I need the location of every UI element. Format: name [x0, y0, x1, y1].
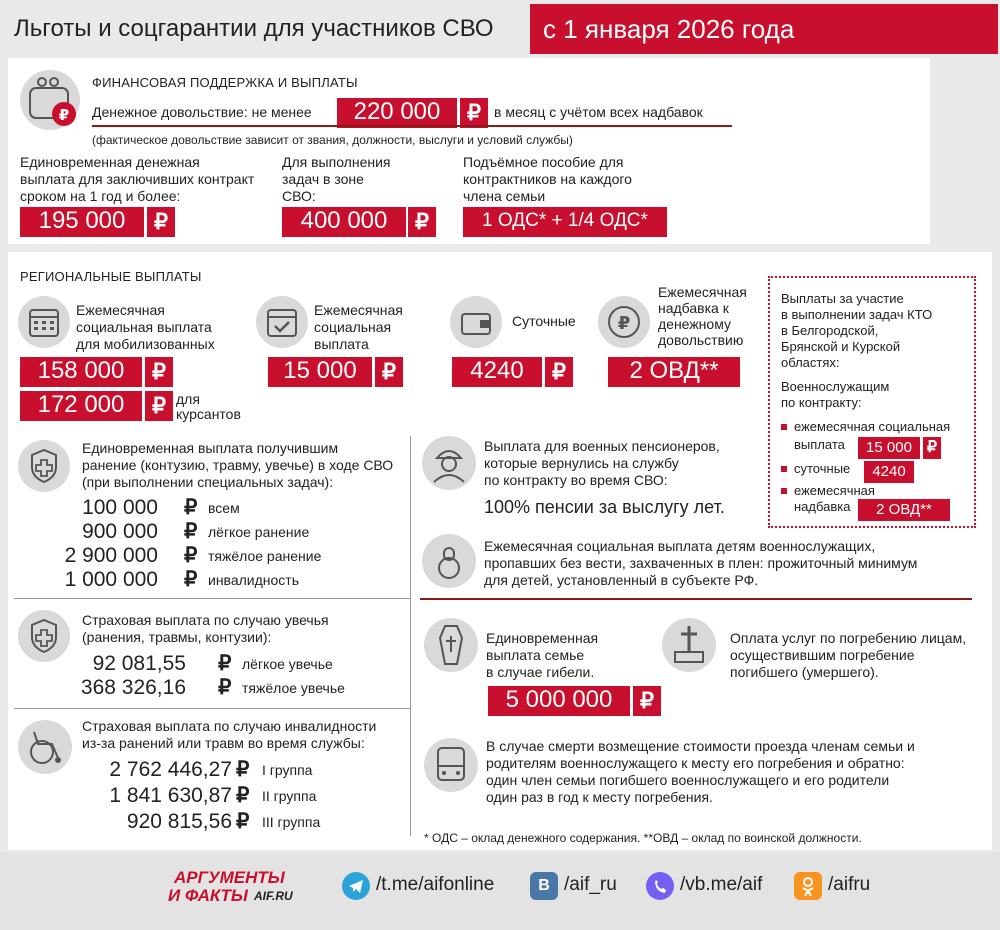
allowance-note: (фактическое довольствие зависит от звания, должности, выслуги и условий службы) — [92, 133, 573, 147]
death-label-2: выплата семье — [486, 647, 585, 663]
kto-item1-label-1: ежемесячная социальная — [794, 419, 951, 434]
injury-row-value: 2 900 000 — [64, 544, 158, 567]
lump-sum-label-2: выплата для заключивших контракт — [20, 171, 255, 187]
injury-label-2: ранение (контузию, травму, увечье) в ходе СВО — [82, 457, 394, 473]
kto-item1-ruble: ₽ — [923, 437, 941, 459]
insurance-row-value: 92 081,55 — [92, 652, 186, 675]
kto-bullet-2 — [781, 466, 787, 472]
disability-label-1: Страховая выплата по случаю инвалидности — [82, 718, 377, 734]
daily-label: Суточные — [512, 313, 576, 329]
grave-cross-icon — [662, 618, 716, 672]
bus-icon — [424, 738, 478, 792]
children-label-1: Ежемесячная социальная выплата детям военнослужащих, — [484, 538, 876, 554]
injury-row-desc: лёгкое ранение — [208, 524, 310, 540]
mobilized-ruble: ₽ — [145, 357, 173, 387]
lift-label-2: контрактников на каждого — [463, 171, 632, 187]
travel-label-2: родителям военнослужащего к месту его погребения и обратно: — [486, 755, 905, 771]
logo-site: AIF.RU — [254, 889, 293, 903]
insurance-row-desc: лёгкое увечье — [242, 656, 333, 672]
bonus-value: 2 ОВД** — [608, 357, 740, 387]
calendar-check-icon — [256, 296, 308, 348]
wallet-icon — [20, 70, 80, 130]
allowance-underline — [92, 125, 732, 127]
bonus-label-4: довольствию — [658, 332, 744, 348]
kto-item1-label-2: выплата — [794, 437, 845, 452]
travel-label-1: В случае смерти возмещение стоимости проезда членам семьи и — [486, 738, 915, 754]
tasks-ruble: ₽ — [408, 207, 436, 237]
ruble-coin-icon — [598, 296, 650, 348]
lump-sum-value: 195 000 — [20, 207, 144, 237]
tasks-label-1: Для выполнения — [282, 154, 391, 170]
disability-row-value: 2 762 446,27 — [109, 758, 232, 781]
lift-label-3: члена семьи — [463, 188, 546, 204]
allowance-ruble: ₽ — [460, 98, 488, 128]
kto-item2-value: 4240 — [864, 461, 914, 483]
pensioners-label-1: Выплата для военных пенсионеров, — [484, 438, 720, 454]
injury-row-ruble: ₽ — [184, 568, 198, 591]
travel-label-3: один член семьи погибшего военнослужащего и его родители — [486, 772, 890, 788]
mobilized-label-2: социальная выплата — [76, 319, 212, 335]
disability-label-2: из-за ранений или травм во время службы: — [82, 735, 365, 751]
insurance-row-value: 368 326,16 — [80, 676, 186, 699]
pacifier-icon — [422, 534, 476, 588]
kto-item2-label: суточные — [794, 461, 851, 476]
pensioners-label-3: по контракту во время СВО: — [484, 472, 668, 488]
children-label-3: для детей, установленный в субъекте РФ. — [484, 572, 759, 588]
mobilized-label-1: Ежемесячная — [76, 302, 165, 318]
allowance-value: 220 000 — [337, 98, 457, 128]
odnoklassniki-icon[interactable] — [794, 872, 822, 900]
disability-row-ruble: ₽ — [236, 758, 250, 781]
injury-row-desc: инвалидность — [208, 572, 299, 588]
injury-row-ruble: ₽ — [184, 544, 198, 567]
burial-label-2: осуществившим погребение — [730, 647, 915, 663]
coffin-icon — [424, 618, 478, 672]
telegram-link[interactable]: /t.me/aifonline — [376, 874, 495, 895]
injury-row-desc: тяжёлое ранение — [208, 548, 322, 564]
injury-row-value: 900 000 — [82, 520, 158, 543]
injury-row-ruble: ₽ — [184, 496, 198, 519]
kto-title-5: областях: — [781, 355, 840, 370]
kto-title-1: Выплаты за участие — [781, 291, 904, 306]
lift-value: 1 ОДС* + 1/4 ОДС* — [463, 207, 667, 237]
calendar-icon — [18, 296, 70, 348]
vk-icon[interactable]: В — [530, 872, 558, 900]
burial-label-3: погибшего (умершего). — [730, 664, 879, 680]
lump-sum-ruble: ₽ — [147, 207, 175, 237]
injury-row-desc: всем — [208, 500, 240, 516]
vk-link[interactable]: /aif_ru — [564, 874, 617, 895]
svg-text:₽: ₽ — [58, 106, 70, 124]
bonus-label-1: Ежемесячная — [658, 284, 747, 300]
monthly-label-2: социальная — [314, 319, 392, 335]
medical-shield-icon — [18, 440, 70, 492]
disability-row-value: 920 815,56 — [126, 810, 232, 833]
lift-label-1: Подъёмное пособие для — [463, 154, 624, 170]
disability-row-ruble: ₽ — [236, 810, 250, 833]
bonus-label-3: денежному — [658, 316, 731, 332]
pensioners-value: 100% пенсии за выслугу лет. — [484, 497, 725, 517]
disability-row-ruble: ₽ — [236, 784, 250, 807]
kto-item1-value: 15 000 — [858, 437, 920, 459]
kto-title-3: в Белгородской, — [781, 323, 879, 338]
injury-row-value: 1 000 000 — [64, 568, 158, 591]
disability-row-desc: III группа — [262, 814, 321, 830]
insurance-row-ruble: ₽ — [218, 652, 232, 675]
tasks-value: 400 000 — [282, 207, 406, 237]
mobilized-label-3: для мобилизованных — [76, 336, 215, 352]
injury-label-3: (при выполнении специальных задач): — [82, 474, 334, 490]
section-divider-right — [420, 598, 972, 600]
daily-ruble: ₽ — [545, 357, 573, 387]
cadets-label-2: курсантов — [176, 406, 241, 422]
monthly-label-3: выплата — [314, 336, 369, 352]
lump-sum-label-3: сроком на 1 год и более: — [20, 188, 181, 204]
monthly-label-1: Ежемесячная — [314, 302, 403, 318]
soldier-icon — [422, 436, 476, 490]
kto-bullet-1 — [781, 424, 787, 430]
date-badge-text: с 1 января 2026 года — [543, 14, 795, 44]
monthly-ruble: ₽ — [375, 357, 403, 387]
insurance-row-desc: тяжёлое увечье — [242, 680, 345, 696]
death-label-1: Единовременная — [486, 630, 599, 646]
disability-row-desc: I группа — [262, 762, 313, 778]
kto-title-2: в выполнении задач КТО — [781, 307, 933, 322]
injury-row-value: 100 000 — [82, 496, 158, 519]
allowance-suffix: в месяц с учётом всех надбавок — [494, 104, 703, 120]
pensioners-label-2: которые вернулись на службу — [484, 455, 679, 471]
bonus-label-2: надбавка к — [658, 300, 729, 316]
travel-label-4: один раз в год к месту погребения. — [486, 789, 713, 805]
injury-row-ruble: ₽ — [184, 520, 198, 543]
wheelchair-icon — [18, 720, 72, 774]
kto-item3-label-2: надбавка — [794, 499, 851, 514]
logo-line1: АРГУМЕНТЫ — [174, 868, 285, 887]
burial-label-1: Оплата услуг по погребению лицам, — [730, 630, 967, 646]
kto-item3-label-1: ежемесячная — [794, 483, 875, 498]
viber-icon[interactable] — [646, 872, 674, 900]
death-value: 5 000 000 — [488, 686, 630, 716]
insurance-label-1: Страховая выплата по случаю увечья — [82, 612, 329, 628]
children-label-2: пропавших без вести, захваченных в плен: прожиточный минимум — [484, 555, 918, 571]
disability-row-desc: II группа — [262, 788, 317, 804]
logo-line2: И ФАКТЫ — [168, 886, 248, 905]
purse-icon — [450, 296, 502, 348]
death-label-3: в случае гибели. — [486, 664, 595, 680]
cadets-ruble: ₽ — [145, 391, 173, 421]
lump-sum-label-1: Единовременная денежная — [20, 154, 200, 170]
section-divider-left-2 — [14, 708, 410, 709]
footnote: * ОДС – оклад денежного содержания. **ОВД – оклад по воинской должности. — [424, 831, 862, 845]
viber-link[interactable]: /vb.me/aif — [680, 874, 763, 895]
kto-title-4: Брянской и Курской — [781, 339, 901, 354]
daily-value: 4240 — [452, 357, 542, 387]
regional-heading: РЕГИОНАЛЬНЫЕ ВЫПЛАТЫ — [20, 269, 202, 284]
kto-bullet-3 — [781, 488, 787, 494]
financial-heading: ФИНАНСОВАЯ ПОДДЕРЖКА И ВЫПЛАТЫ — [92, 75, 358, 90]
section-divider-vertical — [410, 436, 411, 836]
cadets-value: 172 000 — [20, 391, 142, 421]
insurance-label-2: (ранения, травмы, контузии): — [82, 629, 272, 645]
svg-text:₽: ₽ — [617, 313, 631, 334]
telegram-icon[interactable] — [342, 872, 370, 900]
injury-label-1: Единовременная выплата получившим — [82, 440, 339, 456]
allowance-label: Денежное довольствие: не менее — [92, 104, 312, 120]
cadets-label-1: для — [176, 391, 200, 407]
page-title: Льготы и соцгарантии для участников СВО — [14, 15, 494, 42]
mobilized-value: 158 000 — [20, 357, 142, 387]
section-divider-left — [14, 598, 410, 599]
insurance-row-ruble: ₽ — [218, 676, 232, 699]
kto-subtitle-1: Военнослужащим — [781, 379, 890, 394]
odnoklassniki-link[interactable]: /aifru — [828, 874, 871, 895]
disability-row-value: 1 841 630,87 — [109, 784, 232, 807]
kto-item3-value: 2 ОВД** — [858, 499, 950, 521]
logo[interactable] — [168, 868, 318, 908]
tasks-label-2: задач в зоне — [282, 171, 364, 187]
kto-subtitle-2: по контракту: — [781, 395, 862, 410]
monthly-value: 15 000 — [268, 357, 372, 387]
death-ruble: ₽ — [633, 686, 661, 716]
tasks-label-3: СВО: — [282, 188, 316, 204]
